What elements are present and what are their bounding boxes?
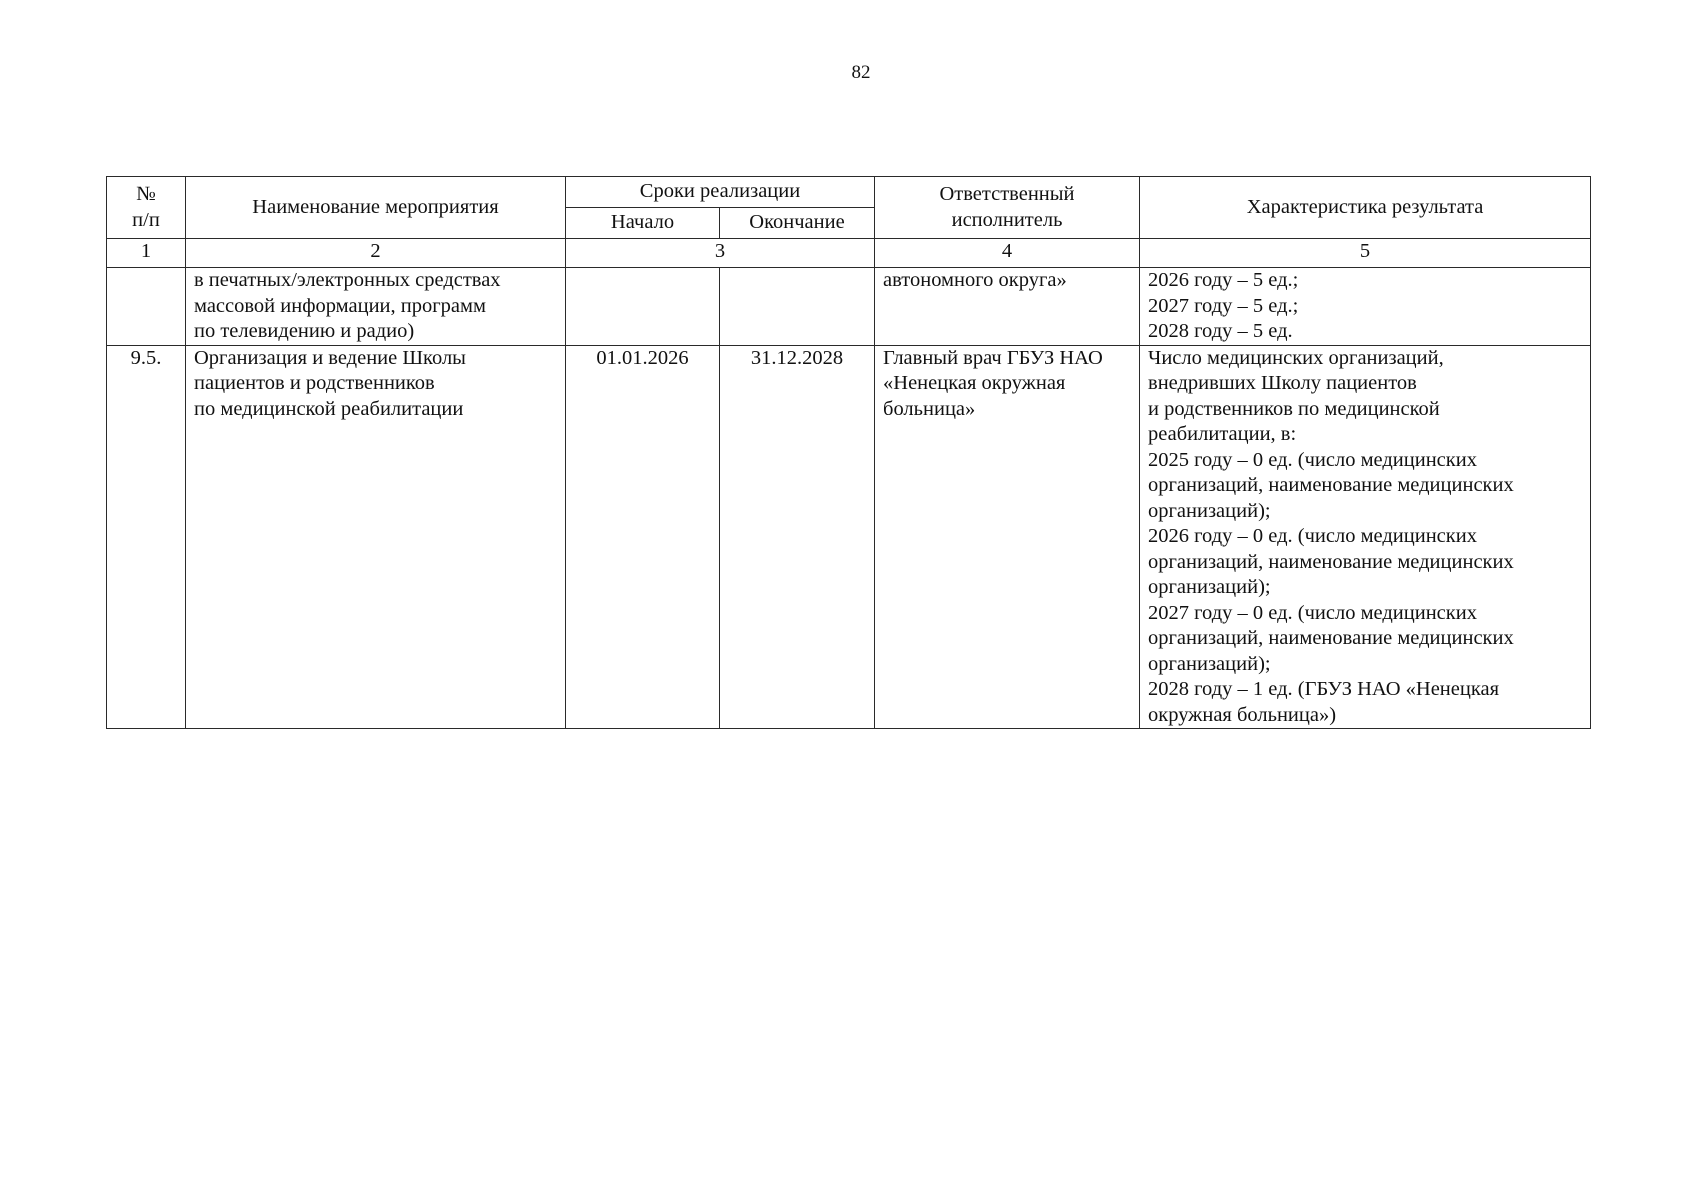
row-responsible-line: Главный врач ГБУЗ НАО [883, 346, 1103, 369]
table-row [107, 268, 1591, 346]
header-name: Наименование мероприятия [186, 177, 566, 239]
column-index: 1 [107, 239, 186, 268]
header-row [107, 177, 1591, 208]
header-result: Характеристика результата [1140, 177, 1591, 239]
header-end: Окончание [720, 208, 875, 239]
row-result-line: организаций); [1148, 652, 1271, 675]
row-name-line: Организация и ведение Школы [194, 346, 466, 369]
header-period: Сроки реализации [566, 177, 875, 208]
row-end: 31.12.2028 [720, 345, 875, 729]
row-result [1140, 345, 1591, 729]
row-name-line: массовой информации, программ [194, 294, 486, 317]
row-result [1140, 268, 1591, 346]
column-index: 5 [1140, 239, 1591, 268]
activities-table [106, 176, 1591, 729]
row-result-line: окружная больница») [1148, 703, 1337, 726]
header-num-line: п/п [132, 208, 160, 231]
row-name [186, 268, 566, 346]
header-responsible-line: Ответственный [939, 183, 1075, 205]
header-num [107, 177, 186, 239]
row-name-line: по медицинской реабилитации [194, 397, 464, 420]
row-result-line: 2026 году – 5 ед.; [1148, 269, 1299, 291]
row-result-line: 2027 году – 5 ед.; [1148, 294, 1299, 317]
row-num: 9.5. [107, 345, 186, 729]
row-name [186, 345, 566, 729]
row-result-line: организаций, наименование медицинских [1148, 550, 1514, 573]
row-result-line: и родственников по медицинской [1148, 397, 1440, 420]
header-responsible [875, 177, 1140, 239]
row-result-line: организаций); [1148, 576, 1271, 598]
row-name-line: по телевидению и радио) [194, 320, 415, 342]
header-start: Начало [566, 208, 720, 239]
row-responsible-line: «Ненецкая окружная [883, 372, 1066, 394]
row-result-line: организаций, наименование медицинских [1148, 474, 1514, 496]
column-index: 2 [186, 239, 566, 268]
row-responsible-line: автономного округа» [883, 269, 1067, 291]
row-result-line: 2025 году – 0 ед. (число медицинских [1148, 448, 1477, 471]
row-result-line: 2026 году – 0 ед. (число медицинских [1148, 525, 1477, 547]
row-result-line: 2027 году – 0 ед. (число медицинских [1148, 601, 1477, 624]
page-number: 82 [851, 62, 871, 83]
row-result-line: Число медицинских организаций, [1148, 346, 1444, 369]
column-index: 3 [566, 239, 875, 268]
row-num [107, 268, 186, 346]
row-result-line: внедривших Школу пациентов [1148, 372, 1417, 394]
row-responsible [875, 345, 1140, 729]
row-start [566, 268, 720, 346]
row-result-line: 2028 году – 1 ед. (ГБУЗ НАО «Ненецкая [1148, 678, 1500, 700]
column-index: 4 [875, 239, 1140, 268]
column-index-row [107, 239, 1591, 268]
row-start: 01.01.2026 [566, 345, 720, 729]
row-responsible [875, 268, 1140, 346]
table-row [107, 345, 1591, 729]
row-result-line: реабилитации, в: [1148, 423, 1297, 445]
row-result-line: 2028 году – 5 ед. [1148, 320, 1293, 342]
row-result-line: организаций, наименование медицинских [1148, 627, 1514, 649]
row-responsible-line: больница» [883, 397, 976, 420]
row-name-line: в печатных/электронных средствах [194, 269, 501, 291]
header-num-line: № [136, 183, 156, 205]
row-name-line: пациентов и родственников [194, 372, 435, 394]
row-result-line: организаций); [1148, 499, 1271, 522]
row-end [720, 268, 875, 346]
header-responsible-line: исполнитель [951, 208, 1063, 231]
